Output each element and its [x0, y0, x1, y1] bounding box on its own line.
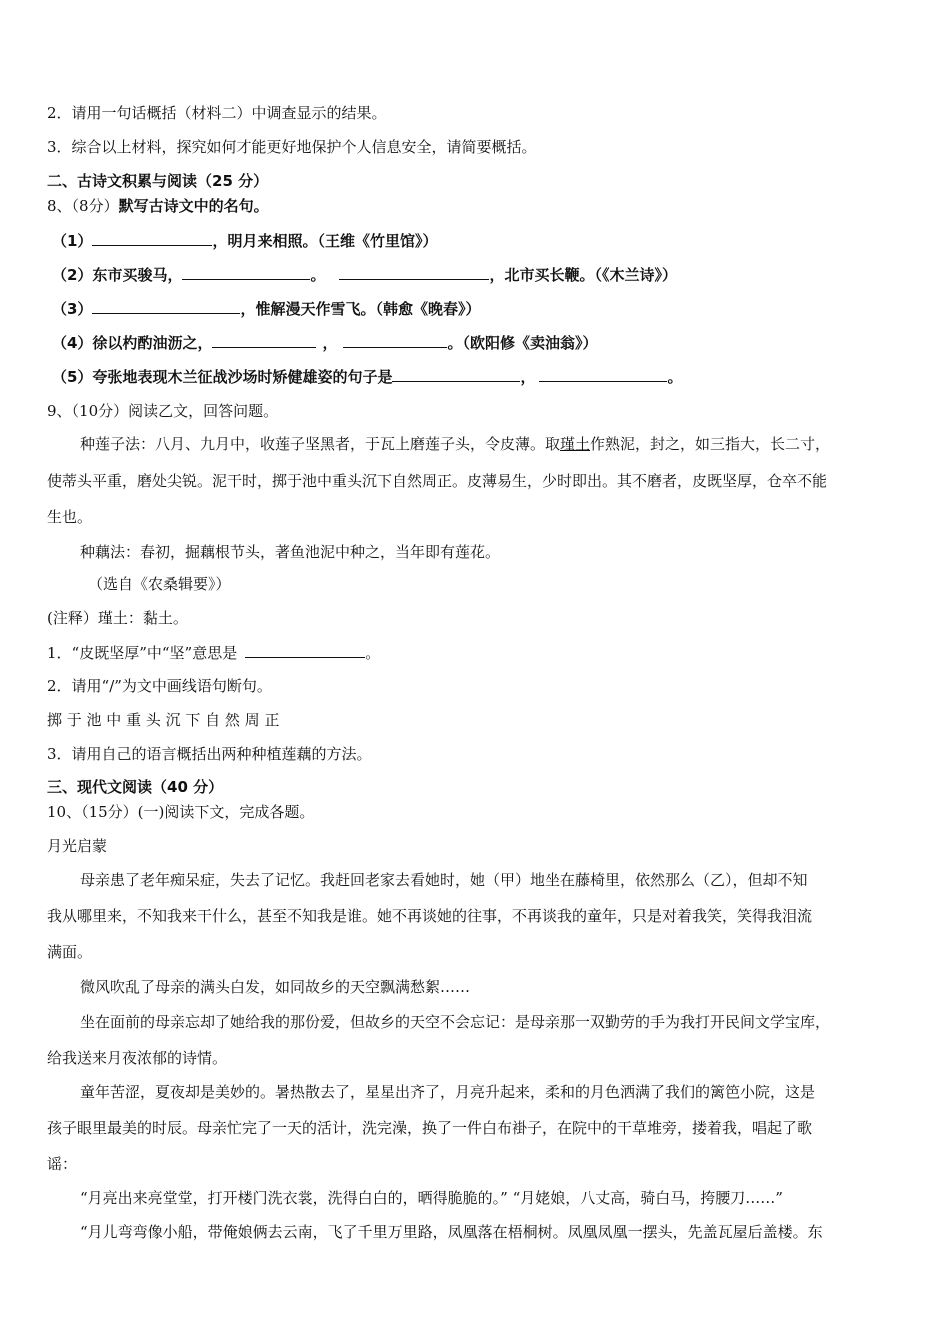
poem-item-3: （3） ，惟解漫天作雪飞。（韩愈《晚春》） [52, 300, 481, 318]
question-8-prompt: 默写古诗文中的名句。 [118, 197, 269, 215]
answer-blank[interactable] [343, 332, 447, 348]
article-line: 满面。 [47, 943, 93, 961]
passage-note: (注释）瑾土：黏土。 [47, 609, 188, 627]
article-line: 谣： [47, 1155, 78, 1173]
answer-blank[interactable] [92, 298, 240, 314]
poem-item-1: （1） ，明月来相照。（王维《竹里馆》） [52, 232, 438, 250]
question-9-sub-2: 2．请用“/”为文中画线语句断句。 [47, 677, 272, 695]
underlined-word: 瑾土 [560, 435, 591, 453]
poem-item-2: （2）东市买骏马， 。 ，北市买长鞭。（《木兰诗》） [52, 266, 677, 284]
question-10-header: 10、（15分）(一)阅读下文，完成各题。 [47, 803, 315, 821]
question-2: 2．请用一句话概括（材料二）中调查显示的结果。 [47, 104, 387, 122]
article-line: 给我送来月夜浓郁的诗情。 [47, 1049, 228, 1067]
article-line: “月儿弯弯像小船，带俺娘俩去云南，飞了千里万里路，凤凰落在梧桐树。凤凰凤凰一摆头，先盖瓦屋后盖楼。东 [80, 1223, 823, 1241]
question-3: 3．综合以上材料，探究如何才能更好地保护个人信息安全，请简要概括。 [47, 138, 537, 156]
passage-yi-line: 使蒂头平重，磨处尖锐。泥干时，掷于池中重头沉下自然周正。皮薄易生，少时即出。其不磨者，皮既坚厚，仓卒不能 [47, 472, 828, 490]
article-line: 微风吹乱了母亲的满头白发，如同故乡的天空飘满愁絮…… [80, 978, 471, 996]
poem-item-4: （4）徐以杓酌油沥之， ， 。（欧阳修《卖油翁》） [52, 334, 598, 352]
question-8-header [47, 196, 269, 216]
article-line: 我从哪里来，不知我来干什么，甚至不知我是谁。她不再谈她的往事，不再谈我的童年，只是对着我笑，笑得我泪流 [47, 907, 813, 925]
question-9-sub-1: 1．“皮既坚厚”中“坚”意思是 。 [47, 644, 381, 662]
question-8-number: 8、（8分） [47, 197, 119, 215]
answer-blank[interactable] [182, 264, 310, 280]
article-line: 坐在面前的母亲忘却了她给我的那份爱，但故乡的天空不会忘记：是母亲那一双勤劳的手为我打开民间文学宝库， [80, 1013, 831, 1031]
passage-yi-line: 种莲子法：八月、九月中，收莲子坚黑者，于瓦上磨莲子头，令皮薄。取瑾土作熟泥，封之，如三指大，长二寸， [80, 435, 831, 453]
punctuation-phrase: 掷 于 池 中 重 头 沉 下 自 然 周 正 [47, 711, 280, 729]
answer-blank[interactable] [245, 642, 365, 658]
passage-source: （选自《农桑辑要》） [88, 575, 231, 593]
article-title: 月光启蒙 [47, 837, 108, 855]
passage-yi-line: 生也。 [47, 508, 93, 526]
article-line: 母亲患了老年痴呆症，失去了记忆。我赶回老家去看她时，她（甲）地坐在藤椅里，依然那么（乙），但却不知 [80, 871, 808, 889]
answer-blank[interactable] [539, 366, 667, 382]
answer-blank[interactable] [92, 230, 212, 246]
article-line: 孩子眼里最美的时辰。母亲忙完了一天的活计，洗完澡，换了一件白布褂子，在院中的干草堆旁，搂着我，唱起了歌 [47, 1119, 813, 1137]
question-9-header: 9、（10分）阅读乙文，回答问题。 [47, 402, 279, 420]
section-3-heading: 三、现代文阅读（40 分） [47, 778, 224, 796]
passage-yi-line: 种藕法：春初，掘藕根节头，著鱼池泥中种之，当年即有莲花。 [80, 543, 501, 561]
answer-blank[interactable] [339, 264, 489, 280]
question-9-sub-3: 3．请用自己的语言概括出两种种植莲藕的方法。 [47, 745, 372, 763]
answer-blank[interactable] [392, 366, 520, 382]
article-line: “月亮出来亮堂堂，打开楼门洗衣裳，洗得白白的，晒得脆脆的。” “月姥娘，八丈高，骑白马，挎腰刀……” [80, 1189, 783, 1207]
answer-blank[interactable] [212, 332, 316, 348]
section-2-heading: 二、古诗文积累与阅读（25 分） [47, 172, 269, 190]
poem-item-5: （5）夸张地表现木兰征战沙场时矫健雄姿的句子是 ， 。 [52, 368, 683, 386]
article-line: 童年苦涩，夏夜却是美妙的。暑热散去了，星星出齐了，月亮升起来，柔和的月色洒满了我们的篱笆小院，这是 [80, 1083, 816, 1101]
